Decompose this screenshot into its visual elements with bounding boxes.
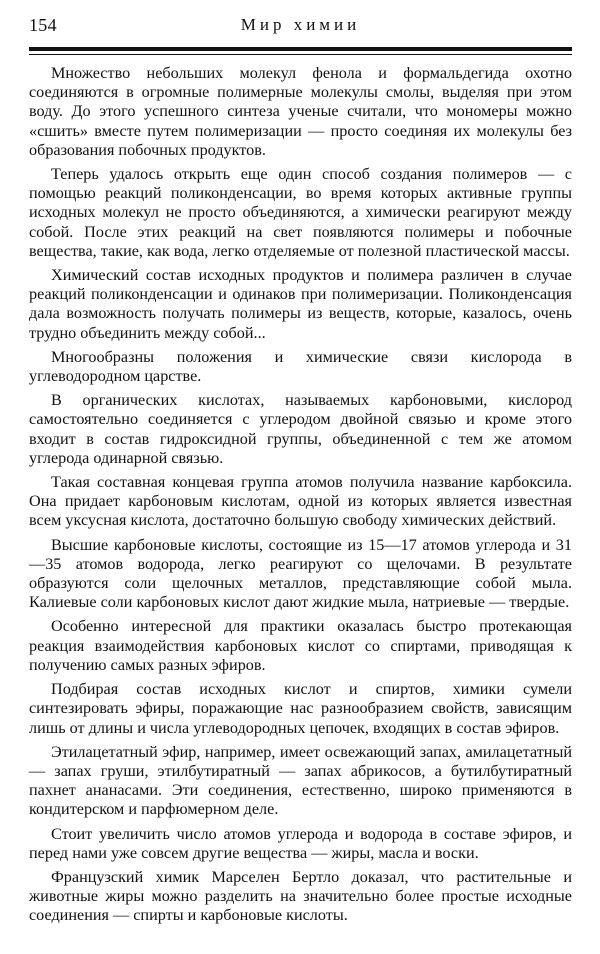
paragraph-10: Этилацетатный эфир, например, имеет освежающий запах, амилацетатный — запах груши, этилбутиратный — запах абрикосов, а бутилбутиратный пахнет ананасами. Эти соединения, естественно, широко применяются в кондитерском и парфюмерном деле.	[29, 742, 572, 819]
paragraph-6: Такая составная концевая группа атомов получила название карбоксила. Она придает карбоновым кислотам, одной из которых является известная всем уксусная кислота, достаточно большую свободу химических действий.	[29, 473, 572, 530]
paragraph-1: Множество небольших молекул фенола и формальдегида охотно соединяются в огромные полимерные молекулы смолы, выделяя при этом воду. До этого успешного синтеза ученые считали, что мономеры можно «сшить» вместе путем полимеризации — просто соединяя их молекулы без образования побочных продуктов.	[29, 64, 572, 159]
running-title: Мир химии	[240, 15, 361, 34]
header-rule-thin	[29, 54, 572, 55]
body-text	[29, 64, 572, 931]
paragraph-5: В органических кислотах, называемых карбоновыми, кислород самостоятельно соединяется с углеродом двойной связью и кроме этого входит в состав гидроксидной группы, объединенной с тем же атомом углерода одинарной связью.	[29, 391, 572, 467]
paragraph-12: Французский химик Марселен Бертло доказал, что растительные и животные жиры можно разделить на значительно более простые исходные соединения — спирты и карбоновые кислоты.	[29, 867, 572, 925]
paragraph-2: Теперь удалось открыть еще один способ создания полимеров — с помощью реакций поликонденсации, во время которых активные группы исходных молекул не просто объединяются, а химически реагируют между собой. После этих реакций на свет появляются полимеры и побочные вещества, такие, как вода, легко отделяемые от полезной пластической массы.	[29, 165, 572, 260]
header-rule-thick	[29, 47, 572, 51]
page-number: 154	[29, 15, 57, 35]
paragraph-11: Стоит увеличить число атомов углерода и водорода в составе эфиров, и перед нами уже совсем другие вещества — жиры, масла и воски.	[29, 824, 572, 862]
paragraph-3: Химический состав исходных продуктов и полимера различен в случае реакций поликонденсации и одинаков при полимеризации. Поликонденсация дала возможность получать полимеры из веществ, которые, казалось, очень трудно объединить между собой...	[29, 266, 572, 342]
paragraph-8: Особенно интересной для практики оказалась быстро протекающая реакция взаимодействия карбоновых кислот со спиртами, приводящая к получению самых разных эфиров.	[29, 617, 572, 674]
paragraph-4: Многообразны положения и химические связи кислорода в углеводородном царстве.	[29, 347, 572, 386]
page-header	[29, 14, 572, 44]
paragraph-7: Высшие карбоновые кислоты, состоящие из 15—17 атомов углерода и 31—35 атомов водорода, легко реагируют со щелочами. В результате образуются соли щелочных металлов, представляющие собой мыла. Калиевые соли карбоновых кислот дают жидкие мыла, натриевые — твердые.	[29, 535, 572, 612]
paragraph-9: Подбирая состав исходных кислот и спиртов, химики сумели синтезировать эфиры, поражающие нас разнообразием свойств, зависящим лишь от длины и числа углеводородных цепочек, входящих в состав эфиров.	[29, 680, 572, 737]
